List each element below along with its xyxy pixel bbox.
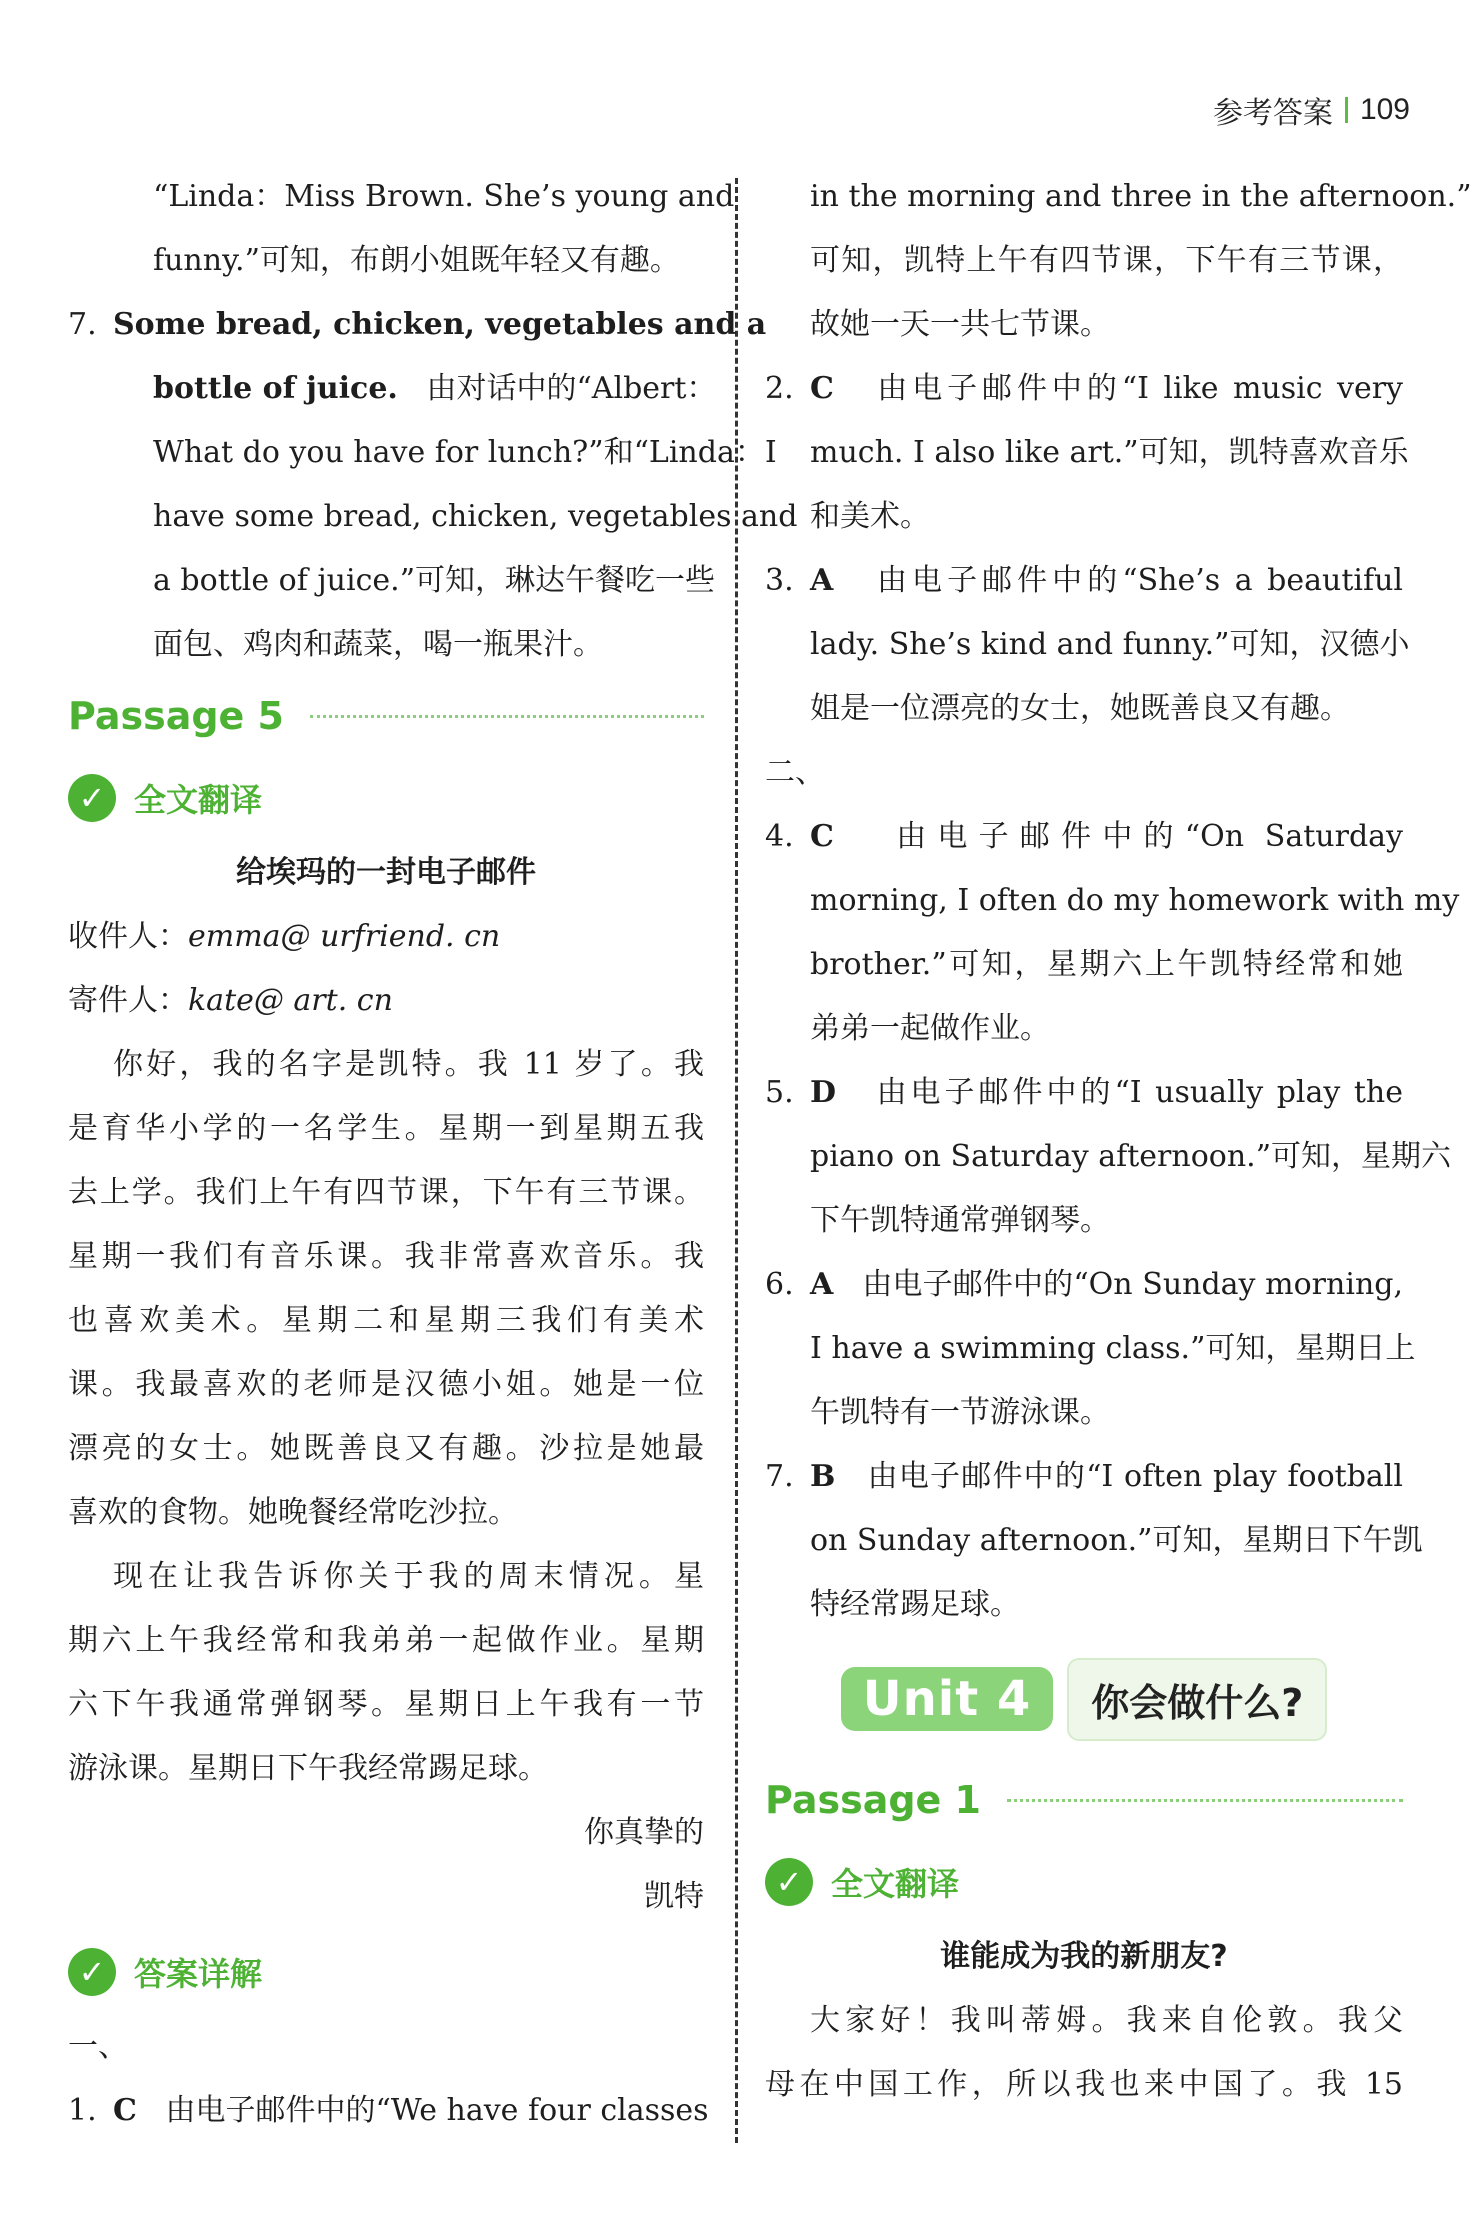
question-1: 1. C 由电子邮件中的“We have four classes xyxy=(68,2093,709,2128)
text-line: 特经常踢足球。 xyxy=(810,1587,1020,1622)
question-3: 3. A 由电子邮件中的“She’s a beautiful xyxy=(765,563,1403,598)
recipient-line: 收件人：emma@ urfriend. cn xyxy=(68,919,501,954)
page-header xyxy=(1213,88,1410,132)
check-icon: ✓ xyxy=(765,1858,813,1906)
text-line: 去上学。我们上午有四节课，下午有三节课。 xyxy=(68,1175,704,1210)
text-line: 期六上午我经常和我弟弟一起做作业。星期 xyxy=(68,1623,704,1658)
question-5: 5. D 由电子邮件中的“I usually play the xyxy=(765,1075,1404,1110)
text-line: 姐是一位漂亮的女士，她既善良又有趣。 xyxy=(810,691,1350,726)
text-line: 漂亮的女士。她既善良又有趣。沙拉是她最 xyxy=(68,1431,704,1466)
text-line: morning, I often do my homework with my xyxy=(810,883,1460,918)
text-line: 现在让我告诉你关于我的周末情况。星 xyxy=(113,1559,704,1594)
text-line: 母在中国工作，所以我也来中国了。我 15 xyxy=(765,2067,1403,2102)
signature-closing: 你真挚的 xyxy=(584,1815,704,1850)
text-line: lady. She’s kind and funny.”可知，汉德小 xyxy=(810,627,1410,662)
text-line: 喜欢的食物。她晚餐经常吃沙拉。 xyxy=(68,1495,518,1530)
text-line: brother.”可知，星期六上午凯特经常和她 xyxy=(810,947,1403,982)
signature-name: 凯特 xyxy=(644,1879,704,1914)
unit-banner xyxy=(765,1637,1403,1761)
text-line: 故她一天一共七节课。 xyxy=(810,307,1110,342)
text-line: piano on Saturday afternoon.”可知，星期六 xyxy=(810,1139,1452,1174)
text-line: in the morning and three in the afternoon.” xyxy=(810,179,1472,214)
text-line: 弟弟一起做作业。 xyxy=(810,1011,1050,1046)
text-line: 六下午我通常弹钢琴。星期日上午我有一节 xyxy=(68,1687,704,1722)
passage-5-heading: Passage 5 xyxy=(68,677,704,755)
unit-title: 你会做什么? xyxy=(1067,1658,1327,1741)
part-one-label: 一、 xyxy=(68,2029,128,2064)
header-bar xyxy=(1345,97,1348,123)
text-line: bottle of juice. 由对话中的“Albert： xyxy=(153,371,717,406)
text-line: 面包、鸡肉和蔬菜，喝一瓶果汁。 xyxy=(153,627,603,662)
text-line: “Linda：Miss Brown. She’s young and xyxy=(153,179,735,214)
passage-1-heading: Passage 1 xyxy=(765,1761,1403,1839)
question-2: 2. C 由电子邮件中的“I like music very xyxy=(765,371,1403,406)
text-line: What do you have for lunch?”和“Linda：I xyxy=(153,435,777,470)
answers-section-heading: ✓ 答案详解 xyxy=(68,1929,704,2015)
sender-line: 寄件人：kate@ art. cn xyxy=(68,983,393,1018)
text-line: 星期一我们有音乐课。我非常喜欢音乐。我 xyxy=(68,1239,704,1274)
page-number: 109 xyxy=(1359,93,1410,126)
text-line: much. I also like art.”可知，凯特喜欢音乐 xyxy=(810,435,1409,470)
heading-dots xyxy=(1007,1799,1403,1802)
heading-dots xyxy=(310,715,704,718)
question-7: 7. Some bread, chicken, vegetables and a xyxy=(68,307,767,342)
header-label: 参考答案 xyxy=(1212,96,1333,131)
passage-title: 谁能成为我的新朋友? xyxy=(940,1939,1228,1974)
text-line: funny.”可知，布朗小姐既年轻又有趣。 xyxy=(153,243,680,278)
text-line: 大家好！我叫蒂姆。我来自伦敦。我父 xyxy=(810,2003,1403,2038)
part-two-label: 二、 xyxy=(765,755,825,790)
text-line: a bottle of juice.”可知，琳达午餐吃一些 xyxy=(153,563,716,598)
text-line: I have a swimming class.”可知，星期日上 xyxy=(810,1331,1416,1366)
translation-section-heading: ✓ 全文翻译 xyxy=(765,1839,1403,1925)
right-column xyxy=(765,165,1472,2117)
translation-section-heading: ✓ 全文翻译 xyxy=(68,755,704,841)
letter-title: 给埃玛的一封电子邮件 xyxy=(236,855,536,890)
left-column xyxy=(68,165,798,2143)
check-icon: ✓ xyxy=(68,774,116,822)
text-line: 游泳课。星期日下午我经常踢足球。 xyxy=(68,1751,548,1786)
text-line: have some bread, chicken, vegetables and xyxy=(153,499,798,534)
question-6: 6. A 由电子邮件中的“On Sunday morning, xyxy=(765,1267,1404,1302)
text-line: on Sunday afternoon.”可知，星期日下午凯 xyxy=(810,1523,1423,1558)
text-line: 是育华小学的一名学生。星期一到星期五我 xyxy=(68,1111,704,1146)
text-line: 和美术。 xyxy=(810,499,930,534)
text-line: 下午凯特通常弹钢琴。 xyxy=(810,1203,1110,1238)
check-icon: ✓ xyxy=(68,1948,116,1996)
text-line: 午凯特有一节游泳课。 xyxy=(810,1395,1110,1430)
unit-label: Unit 4 xyxy=(841,1667,1054,1731)
question-4: 4. C 由电子邮件中的“On Saturday xyxy=(765,819,1403,854)
text-line: 可知，凯特上午有四节课，下午有三节课， xyxy=(810,243,1403,278)
text-line: 课。我最喜欢的老师是汉德小姐。她是一位 xyxy=(68,1367,704,1402)
question-7: 7. B 由电子邮件中的“I often play football xyxy=(765,1459,1403,1494)
text-line: 也喜欢美术。星期二和星期三我们有美术 xyxy=(68,1303,704,1338)
text-line: 你好，我的名字是凯特。我 11 岁了。我 xyxy=(113,1047,704,1082)
